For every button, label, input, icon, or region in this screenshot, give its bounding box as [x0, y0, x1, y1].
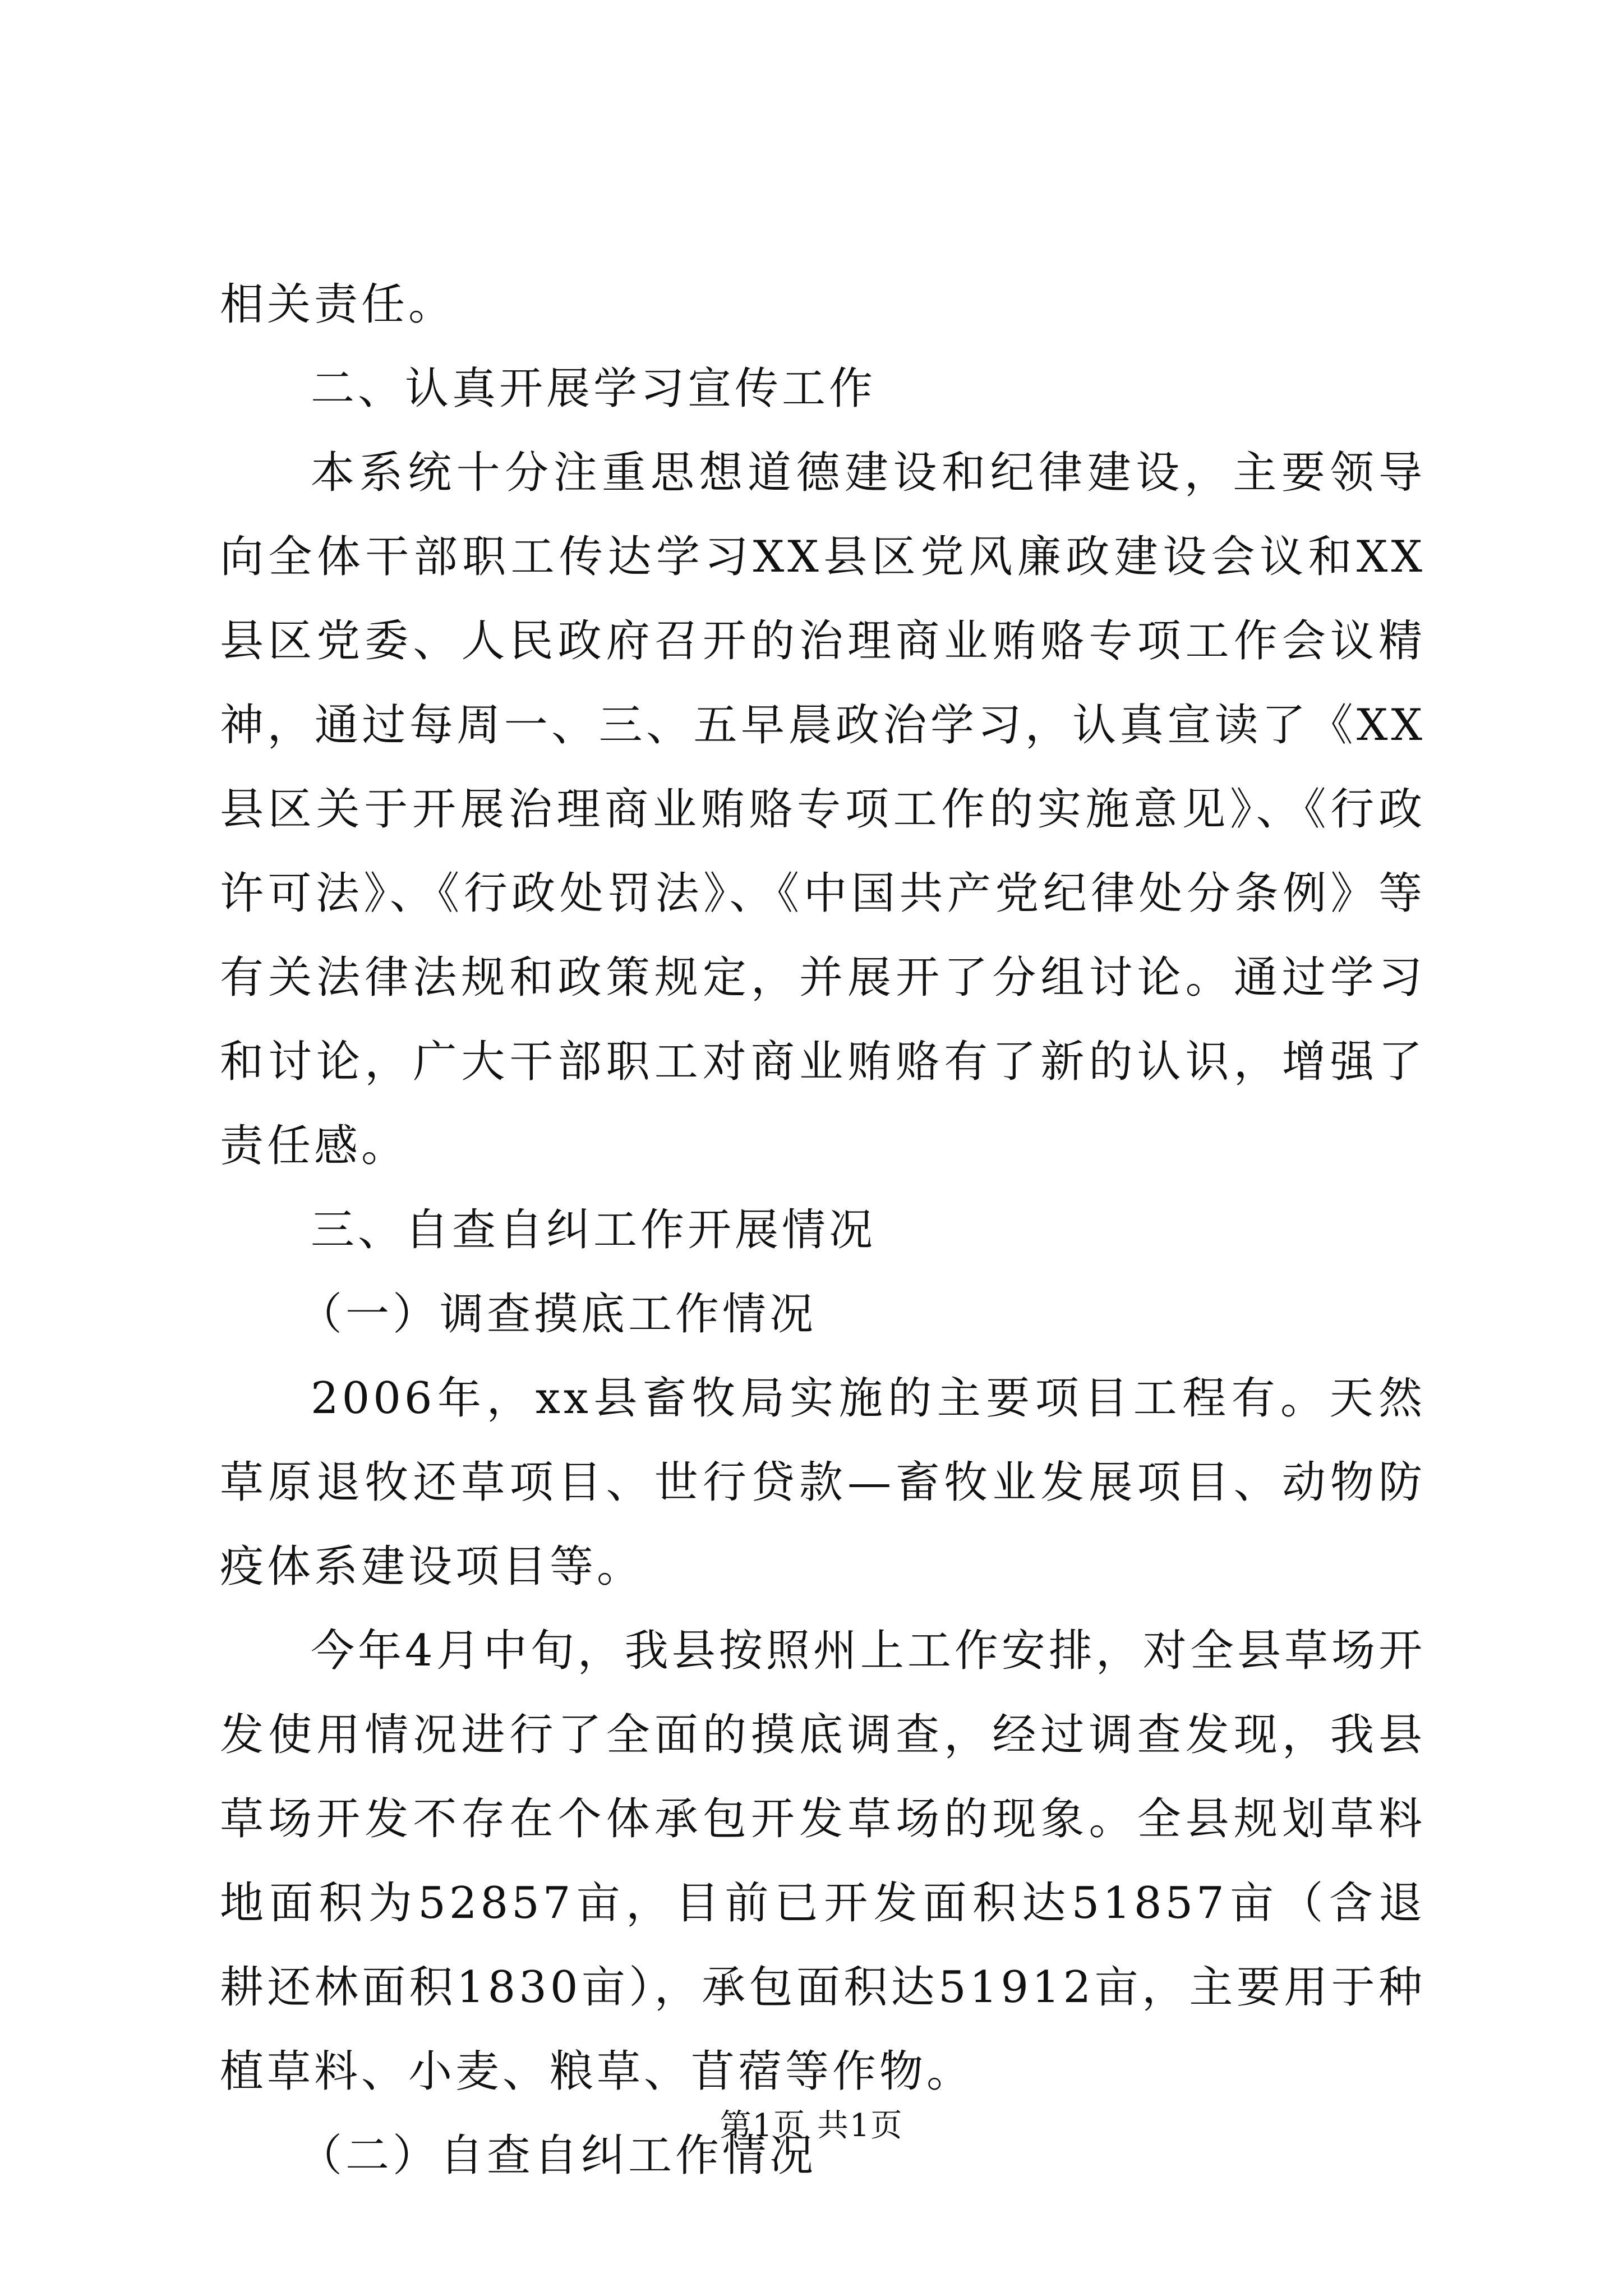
paragraph-survey: 今年4月中旬，我县按照州上工作安排，对全县草场开发使用情况进行了全面的摸底调查，经过调查发现，我县草场开发不存在个体承包开发草场的现象。全县规划草料地面积为52857亩，目前已开发面积达51857亩（含退耕还林面积1830亩），承包面积达51912亩，主要用于种植草料、小麦、粮草、苜蓿等作物。 [220, 1626, 1426, 2097]
paragraph-study-publicity: 本系统十分注重思想道德建设和纪律建设，主要领导向全体干部职工传达学习XX县区党风廉政建设会议和XX县区党委、人民政府召开的治理商业贿赂专项工作会议精神，通过每周一、三、五早晨政治学习，认真宣读了《XX县区关于开展治理商业贿赂专项工作的实施意见》、《行政许可法》、《行政处罚法》、《中国共产党纪律处分条例》等有关法律法规和政策规定，并展开了分组讨论。通过学习和讨论，广大干部职工对商业贿赂有了新的认识，增强了责任感。 [220, 448, 1426, 1171]
subsection-heading-2: （二）自查自纠工作情况 [298, 2131, 817, 2181]
document-body [220, 263, 1426, 2198]
section-heading-3: 三、自查自纠工作开展情况 [311, 1205, 877, 1255]
page-footer: 第1页 共1页 [720, 2108, 903, 2144]
paragraph-continuation: 相关责任。 [220, 279, 456, 330]
paragraph-projects: 2006年，xx县畜牧局实施的主要项目工程有。天然草原退牧还草项目、世行贷款—畜牧业发展项目、动物防疫体系建设项目等。 [220, 1373, 1426, 1592]
subsection-heading-1: （一）调查摸底工作情况 [298, 1289, 817, 1340]
section-heading-2: 二、认真开展学习宣传工作 [311, 364, 877, 414]
